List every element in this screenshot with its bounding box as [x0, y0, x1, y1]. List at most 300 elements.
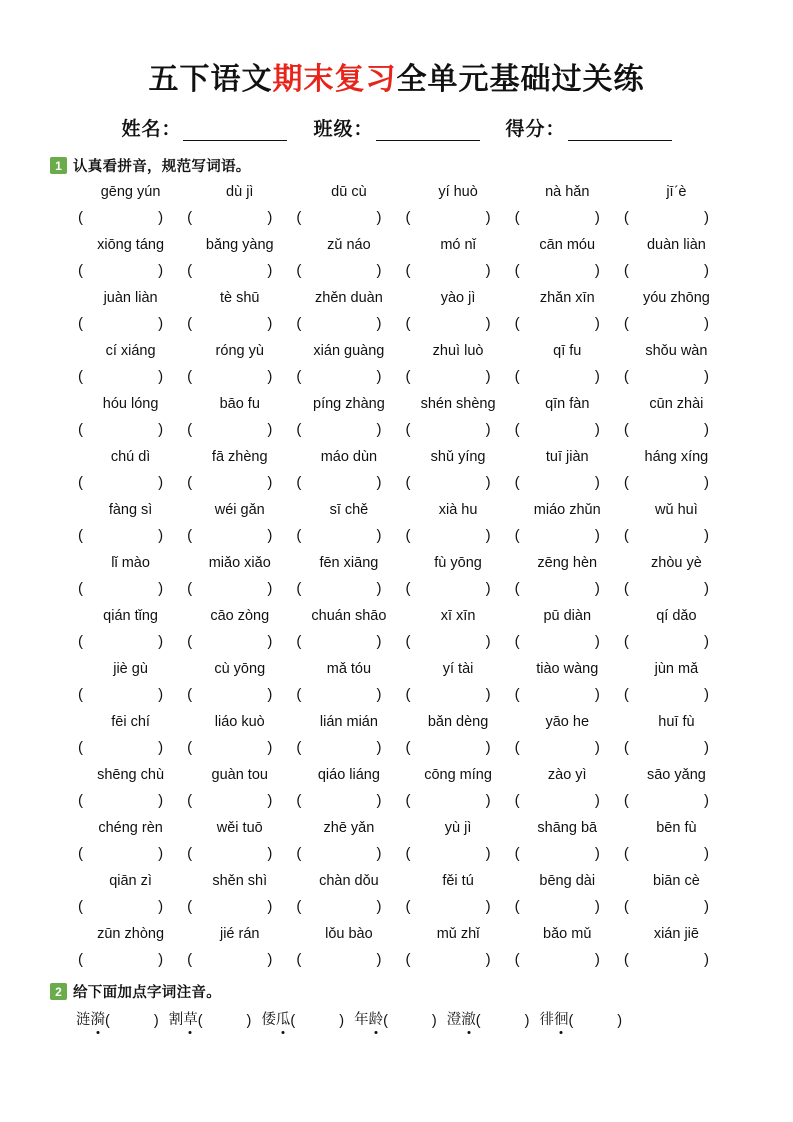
answer-blank[interactable] — [513, 470, 622, 496]
answer-blank[interactable] — [185, 205, 294, 231]
bracket-close: ) — [158, 792, 164, 809]
bracket-close: ) — [703, 686, 709, 703]
answer-bracket-row — [76, 258, 731, 284]
pinyin-text: bǎn dèng — [427, 714, 489, 730]
zhuyin-dotted-char: 澈 — [461, 1008, 476, 1029]
pinyin-text: qí dǎo — [656, 608, 697, 624]
answer-blank[interactable] — [622, 788, 731, 814]
section-2-title: 给下面加点字词注音。 — [73, 985, 221, 1001]
pinyin-text: wǔ huì — [655, 502, 698, 518]
answer-blank[interactable] — [185, 629, 294, 655]
bracket-close: ) — [158, 209, 164, 226]
pinyin-text: yóu zhōng — [642, 290, 710, 306]
bracket-open: ( — [105, 1013, 110, 1029]
pinyin-text: duàn liàn — [646, 237, 706, 253]
bracket-open: ( — [78, 368, 83, 385]
answer-blank[interactable] — [76, 947, 185, 973]
answer-blank[interactable] — [185, 682, 294, 708]
pinyin-text: róng yù — [215, 343, 264, 359]
zhuyin-dotted-char: 草 — [183, 1008, 198, 1029]
pinyin-text: hóu lóng — [102, 396, 159, 412]
answer-blank[interactable] — [622, 470, 731, 496]
pinyin-row — [76, 286, 731, 311]
answer-blank[interactable] — [76, 364, 185, 390]
answer-blank[interactable] — [513, 311, 622, 337]
bracket-open: ( — [296, 421, 302, 438]
pinyin-text: lián mián — [319, 714, 378, 730]
answer-blank[interactable] — [403, 947, 512, 973]
zhuyin-item — [539, 1008, 622, 1029]
bracket-close: ) — [158, 527, 164, 544]
bracket-close: ) — [267, 898, 273, 915]
answer-blank[interactable] — [76, 576, 185, 602]
class-input-blank[interactable] — [376, 122, 480, 141]
zhuyin-item — [354, 1008, 437, 1029]
bracket-close: ) — [594, 262, 600, 279]
answer-blank[interactable] — [513, 417, 622, 443]
bracket-open: ( — [187, 633, 193, 650]
answer-blank[interactable] — [185, 947, 294, 973]
answer-blank[interactable] — [294, 841, 403, 867]
answer-blank[interactable] — [185, 417, 294, 443]
bracket-close: ) — [267, 527, 273, 544]
answer-blank[interactable] — [294, 682, 403, 708]
answer-blank[interactable] — [294, 947, 403, 973]
pinyin-text: yāo he — [545, 714, 590, 730]
answer-blank[interactable] — [403, 682, 512, 708]
bracket-open: ( — [78, 792, 83, 809]
answer-blank[interactable] — [513, 364, 622, 390]
pinyin-row — [76, 339, 731, 364]
answer-blank[interactable] — [622, 576, 731, 602]
answer-blank[interactable] — [76, 205, 185, 231]
answer-bracket-row — [76, 417, 731, 443]
answer-bracket-row — [76, 894, 731, 920]
pinyin-text: xià hu — [438, 502, 478, 518]
answer-blank[interactable] — [622, 947, 731, 973]
answer-bracket-row — [76, 576, 731, 602]
bracket-open: ( — [623, 474, 629, 491]
bracket-close: ) — [703, 315, 709, 332]
bracket-close: ) — [267, 315, 273, 332]
answer-blank[interactable] — [403, 258, 512, 284]
pinyin-text: lǐ mào — [111, 555, 150, 571]
bracket-open: ( — [296, 368, 302, 385]
bracket-close: ) — [376, 898, 382, 915]
answer-blank[interactable] — [403, 841, 512, 867]
bracket-open: ( — [405, 951, 411, 968]
answer-blank[interactable] — [622, 364, 731, 390]
answer-blank[interactable] — [294, 576, 403, 602]
answer-blank[interactable] — [513, 788, 622, 814]
pinyin-row — [76, 180, 731, 205]
bracket-open: ( — [623, 421, 629, 438]
answer-blank[interactable] — [403, 205, 512, 231]
bracket-close: ) — [485, 739, 491, 756]
bracket-open: ( — [405, 739, 411, 756]
answer-blank[interactable] — [513, 523, 622, 549]
bracket-open: ( — [475, 1013, 481, 1029]
answer-blank[interactable] — [622, 417, 731, 443]
answer-blank[interactable] — [622, 205, 731, 231]
score-input-blank[interactable] — [568, 122, 672, 141]
pinyin-text: fàng sì — [108, 502, 153, 518]
answer-blank[interactable] — [403, 576, 512, 602]
pinyin-text: mó nǐ — [440, 237, 476, 253]
bracket-close: ) — [376, 421, 382, 438]
section-2-container — [48, 981, 745, 1029]
answer-blank[interactable] — [294, 788, 403, 814]
zhuyin-word-prefix: 徘 — [539, 1012, 554, 1028]
pinyin-text: fù yōng — [434, 555, 482, 571]
answer-blank[interactable] — [513, 841, 622, 867]
pinyin-text: zhǎn xīn — [539, 290, 595, 306]
bracket-open: ( — [78, 898, 83, 915]
answer-blank[interactable] — [185, 894, 294, 920]
bracket-close: ) — [594, 845, 600, 862]
bracket-close: ) — [158, 580, 164, 597]
pinyin-row — [76, 869, 731, 894]
pinyin-text: jiè gù — [113, 661, 148, 677]
bracket-close: ) — [158, 739, 164, 756]
bracket-open: ( — [187, 845, 193, 862]
pinyin-text: chú dì — [110, 449, 151, 465]
pinyin-text: miǎo xiǎo — [208, 555, 271, 571]
pinyin-text: cūn zhài — [649, 396, 704, 412]
bracket-open: ( — [623, 792, 629, 809]
bracket-open: ( — [296, 474, 302, 491]
answer-bracket-row — [76, 947, 731, 973]
pinyin-text: miáo zhǔn — [533, 502, 601, 518]
bracket-open: ( — [514, 315, 520, 332]
pinyin-text: qián tǐng — [103, 608, 158, 624]
answer-blank[interactable] — [403, 735, 512, 761]
bracket-open: ( — [187, 951, 193, 968]
answer-blank[interactable] — [622, 258, 731, 284]
score-label: 得分： — [505, 119, 566, 140]
answer-blank[interactable] — [185, 788, 294, 814]
answer-blank[interactable] — [294, 205, 403, 231]
bracket-close: ) — [267, 739, 273, 756]
bracket-open: ( — [405, 580, 411, 597]
answer-bracket-row — [76, 470, 731, 496]
pinyin-text: zhuì luò — [432, 343, 484, 359]
answer-blank[interactable] — [403, 311, 512, 337]
pinyin-text: zēng hèn — [537, 555, 598, 571]
answer-blank[interactable] — [294, 735, 403, 761]
answer-blank[interactable] — [513, 576, 622, 602]
bracket-open: ( — [405, 633, 411, 650]
bracket-close: ) — [703, 580, 709, 597]
answer-bracket-row — [76, 364, 731, 390]
bracket-open: ( — [187, 262, 193, 279]
bracket-open: ( — [623, 527, 629, 544]
pinyin-text: zǔ náo — [327, 237, 371, 253]
answer-blank[interactable] — [185, 258, 294, 284]
answer-blank[interactable] — [622, 894, 731, 920]
bracket-open: ( — [187, 739, 193, 756]
answer-blank[interactable] — [513, 258, 622, 284]
bracket-open: ( — [623, 262, 629, 279]
pinyin-text: shén shèng — [420, 396, 496, 412]
answer-blank[interactable] — [185, 841, 294, 867]
pinyin-row — [76, 392, 731, 417]
bracket-close: ) — [376, 739, 382, 756]
answer-blank[interactable] — [622, 682, 731, 708]
answer-blank[interactable] — [294, 523, 403, 549]
pinyin-text: tiào wàng — [536, 661, 599, 677]
bracket-close: ) — [594, 315, 600, 332]
bracket-close: ) — [267, 845, 273, 862]
pinyin-text: qī fu — [553, 343, 582, 359]
bracket-close: ) — [376, 262, 382, 279]
bracket-close: ) — [376, 209, 382, 226]
answer-blank[interactable] — [403, 523, 512, 549]
bracket-open: ( — [296, 792, 302, 809]
pinyin-text: nà hǎn — [545, 184, 590, 200]
bracket-close: ) — [267, 580, 273, 597]
pinyin-text: zhěn duàn — [315, 290, 383, 306]
page-title — [48, 54, 745, 98]
bracket-close: ) — [703, 633, 709, 650]
bracket-close: ) — [158, 686, 164, 703]
bracket-close: ) — [703, 792, 709, 809]
bracket-open: ( — [187, 792, 193, 809]
name-field-group — [121, 114, 287, 141]
bracket-close: ) — [594, 739, 600, 756]
answer-blank[interactable] — [622, 841, 731, 867]
pinyin-text: chàn dǒu — [319, 873, 379, 889]
zhuyin-dotted-char: 漪 — [91, 1008, 106, 1029]
bracket-open: ( — [296, 580, 302, 597]
bracket-open: ( — [623, 368, 629, 385]
answer-blank[interactable] — [185, 735, 294, 761]
answer-blank[interactable] — [185, 523, 294, 549]
bracket-open: ( — [296, 898, 302, 915]
pinyin-text: shāng bā — [537, 820, 598, 836]
pinyin-text: wéi gǎn — [214, 502, 265, 518]
answer-blank[interactable] — [185, 364, 294, 390]
bracket-open: ( — [405, 792, 411, 809]
bracket-open: ( — [187, 527, 193, 544]
answer-blank[interactable] — [76, 311, 185, 337]
bracket-close: ) — [267, 262, 273, 279]
bracket-close: ) — [158, 262, 164, 279]
pinyin-text: yù jì — [444, 820, 472, 836]
answer-blank[interactable] — [294, 470, 403, 496]
name-label: 姓名： — [121, 119, 182, 140]
bracket-close: ) — [703, 474, 709, 491]
pinyin-text: bēng dài — [539, 873, 596, 889]
bracket-open: ( — [296, 315, 302, 332]
bracket-close: ) — [267, 686, 273, 703]
bracket-open: ( — [197, 1013, 203, 1029]
bracket-close: ) — [703, 527, 709, 544]
bracket-close: ) — [485, 580, 491, 597]
section-2-heading — [50, 981, 745, 1002]
bracket-open: ( — [296, 527, 302, 544]
title-part-1: 五下语文 — [148, 63, 273, 96]
bracket-close: ) — [594, 951, 600, 968]
zhuyin-dotted-char: 龄 — [369, 1008, 384, 1029]
bracket-close: ) — [485, 845, 491, 862]
answer-blank[interactable] — [403, 788, 512, 814]
pinyin-text: pū diàn — [543, 608, 592, 624]
pinyin-text: shǔ yíng — [430, 449, 486, 465]
answer-bracket-row — [76, 735, 731, 761]
answer-blank[interactable] — [76, 470, 185, 496]
bracket-close: ) — [594, 792, 600, 809]
pinyin-text: chuán shāo — [311, 608, 387, 624]
pinyin-text: qiáo liáng — [317, 767, 380, 783]
pinyin-text: qīn fàn — [545, 396, 590, 412]
pinyin-text: sī chě — [329, 502, 369, 518]
pinyin-row — [76, 233, 731, 258]
pinyin-text: tuī jiàn — [545, 449, 589, 465]
pinyin-text: bāo fu — [219, 396, 260, 412]
pinyin-row — [76, 498, 731, 523]
student-info-line — [48, 114, 745, 141]
answer-blank[interactable] — [76, 629, 185, 655]
bracket-open: ( — [187, 421, 193, 438]
answer-bracket-row — [76, 788, 731, 814]
answer-blank[interactable] — [294, 311, 403, 337]
answer-blank[interactable] — [76, 894, 185, 920]
bracket-close: ) — [703, 739, 709, 756]
bracket-close: ) — [158, 845, 164, 862]
bracket-close: ) — [703, 368, 709, 385]
class-field-group — [313, 114, 479, 141]
bracket-close: ) — [158, 951, 164, 968]
zhuyin-word-prefix: 涟 — [76, 1012, 91, 1028]
bracket-close: ) — [267, 368, 273, 385]
pinyin-text: juàn liàn — [103, 290, 158, 306]
zhuyin-word-prefix: 澄 — [446, 1012, 462, 1028]
answer-blank[interactable] — [76, 417, 185, 443]
answer-blank[interactable] — [513, 629, 622, 655]
section-1-title: 认真看拼音，规范写词语。 — [73, 159, 251, 175]
class-label: 班级： — [313, 119, 374, 140]
answer-blank[interactable] — [294, 258, 403, 284]
zhuyin-word-prefix: 年 — [354, 1012, 369, 1028]
bracket-close: ) — [485, 527, 491, 544]
answer-blank[interactable] — [76, 523, 185, 549]
pinyin-text: zūn zhòng — [97, 926, 165, 942]
bracket-open: ( — [405, 898, 411, 915]
pinyin-text: chéng rèn — [98, 820, 163, 836]
answer-blank[interactable] — [294, 364, 403, 390]
bracket-open: ( — [296, 633, 302, 650]
bracket-open: ( — [290, 1013, 296, 1029]
bracket-close: ) — [267, 474, 273, 491]
bracket-close: ) — [703, 262, 709, 279]
bracket-close: ) — [339, 1013, 345, 1029]
pinyin-text: bǎo mǔ — [543, 926, 592, 942]
zhuyin-word-prefix: 割 — [168, 1012, 184, 1028]
answer-bracket-row — [76, 841, 731, 867]
answer-blank[interactable] — [403, 364, 512, 390]
bracket-close: ) — [153, 1013, 159, 1029]
answer-blank[interactable] — [622, 311, 731, 337]
pinyin-row — [76, 657, 731, 682]
answer-blank[interactable] — [185, 470, 294, 496]
answer-blank[interactable] — [76, 258, 185, 284]
answer-blank[interactable] — [294, 417, 403, 443]
answer-blank[interactable] — [513, 894, 622, 920]
bracket-close: ) — [267, 633, 273, 650]
bracket-open: ( — [405, 686, 411, 703]
answer-blank[interactable] — [185, 311, 294, 337]
answer-blank[interactable] — [294, 629, 403, 655]
pinyin-text: xián jiē — [653, 926, 699, 942]
answer-blank[interactable] — [513, 735, 622, 761]
name-input-blank[interactable] — [183, 122, 287, 141]
answer-blank[interactable] — [622, 629, 731, 655]
answer-blank[interactable] — [294, 894, 403, 920]
bracket-open: ( — [405, 527, 411, 544]
answer-blank[interactable] — [622, 735, 731, 761]
title-part-2: 全单元基础过关练 — [396, 63, 645, 96]
bracket-open: ( — [514, 633, 520, 650]
bracket-open: ( — [514, 792, 520, 809]
pinyin-text: gēng yún — [100, 184, 161, 200]
pinyin-row — [76, 763, 731, 788]
title-highlight: 期末复习 — [272, 63, 397, 96]
bracket-open: ( — [187, 209, 193, 226]
answer-blank[interactable] — [403, 470, 512, 496]
bracket-close: ) — [485, 686, 491, 703]
answer-bracket-row — [76, 523, 731, 549]
pinyin-text: xián guàng — [313, 343, 385, 359]
answer-blank[interactable] — [513, 947, 622, 973]
bracket-close: ) — [703, 951, 709, 968]
bracket-close: ) — [594, 898, 600, 915]
answer-blank[interactable] — [403, 417, 512, 443]
zhuyin-dotted-char: 徊 — [554, 1008, 569, 1029]
answer-blank[interactable] — [76, 682, 185, 708]
pinyin-text: mǔ zhǐ — [436, 926, 480, 942]
pinyin-text: fēi chí — [111, 714, 150, 730]
pinyin-text: shēng chù — [97, 767, 165, 783]
bracket-close: ) — [376, 633, 382, 650]
bracket-close: ) — [485, 421, 491, 438]
score-field-group — [506, 114, 672, 141]
zhuyin-item — [261, 1008, 344, 1029]
bracket-close: ) — [267, 209, 273, 226]
bracket-open: ( — [623, 951, 629, 968]
answer-blank[interactable] — [622, 523, 731, 549]
answer-blank[interactable] — [185, 576, 294, 602]
bracket-close: ) — [703, 421, 709, 438]
pinyin-text: bēn fù — [656, 820, 697, 836]
bracket-open: ( — [623, 739, 629, 756]
answer-blank[interactable] — [513, 682, 622, 708]
answer-blank[interactable] — [76, 735, 185, 761]
bracket-open: ( — [623, 580, 629, 597]
answer-blank[interactable] — [76, 841, 185, 867]
bracket-close: ) — [594, 633, 600, 650]
zhuyin-item — [76, 1008, 159, 1029]
answer-blank[interactable] — [513, 205, 622, 231]
answer-blank[interactable] — [403, 894, 512, 920]
bracket-open: ( — [514, 845, 520, 862]
pinyin-text: shǒu wàn — [645, 343, 708, 359]
answer-blank[interactable] — [403, 629, 512, 655]
pinyin-text: háng xíng — [644, 449, 709, 465]
answer-blank[interactable] — [76, 788, 185, 814]
bracket-close: ) — [703, 845, 709, 862]
bracket-open: ( — [78, 633, 83, 650]
